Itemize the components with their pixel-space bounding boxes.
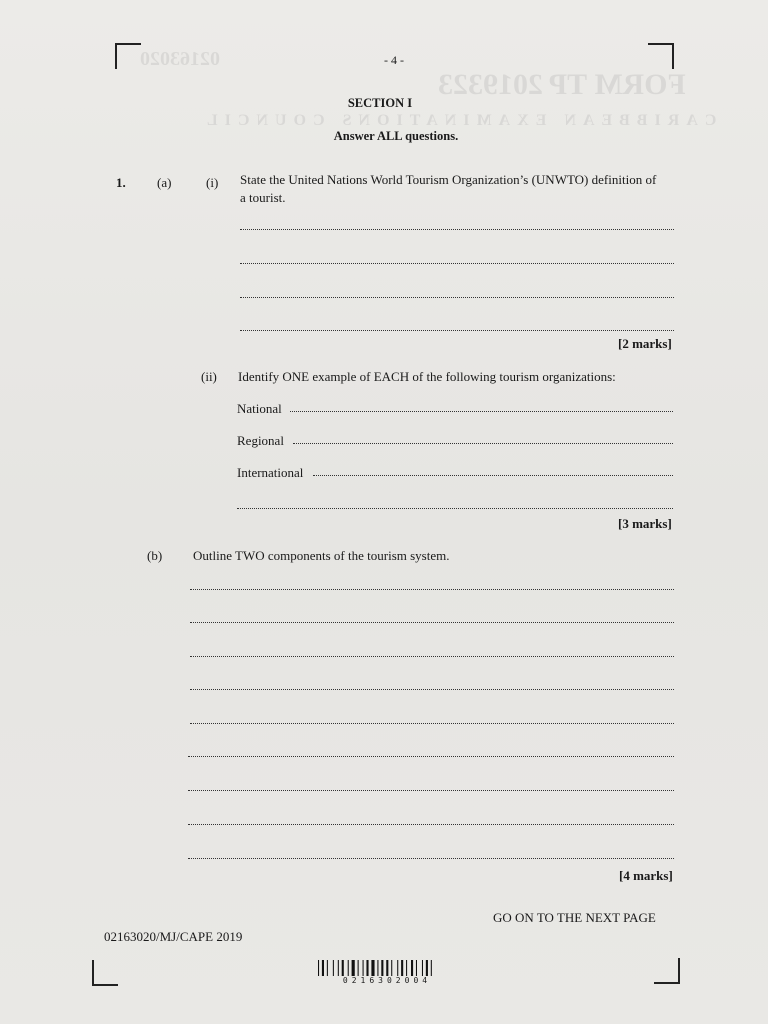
watermark-council: CARIBBEAN EXAMINATIONS COUNCIL	[200, 112, 717, 129]
barcode-bar	[342, 960, 344, 976]
answer-line[interactable]	[188, 824, 674, 825]
barcode-bar	[333, 960, 334, 976]
barcode-bar	[322, 960, 324, 976]
barcode-bar	[371, 960, 374, 976]
answer-line[interactable]	[188, 858, 674, 859]
instruction: Answer ALL questions.	[333, 129, 459, 143]
answer-line[interactable]	[240, 263, 674, 264]
answer-line[interactable]	[188, 756, 674, 757]
part-b-text: Outline TWO components of the tourism system.	[193, 548, 450, 563]
sub-ii-label: (ii)	[201, 369, 217, 384]
answer-line[interactable]	[190, 656, 674, 657]
answer-line-regional[interactable]	[293, 443, 673, 444]
barcode	[318, 960, 456, 976]
paper-code: 02163020/MJ/CAPE 2019	[104, 929, 243, 944]
sub-ii-text: Identify ONE example of EACH of the following tourism organizations:	[238, 369, 616, 384]
barcode-bar	[406, 960, 407, 976]
barcode-bar	[338, 960, 339, 976]
answer-line[interactable]	[240, 330, 674, 331]
question-number: 1.	[116, 175, 126, 190]
label-national: National	[237, 401, 282, 416]
answer-line[interactable]	[240, 297, 674, 298]
part-a-label: (a)	[157, 175, 172, 190]
barcode-bar	[363, 960, 364, 976]
barcode-bar	[318, 960, 319, 976]
barcode-bar	[397, 960, 398, 976]
go-on-text: GO ON TO THE NEXT PAGE	[493, 910, 656, 925]
answer-line[interactable]	[188, 790, 674, 791]
label-international: International	[237, 465, 304, 480]
answer-line[interactable]	[190, 689, 674, 690]
barcode-bar	[401, 960, 403, 976]
answer-line[interactable]	[237, 508, 673, 509]
marks-3: [3 marks]	[618, 516, 672, 531]
barcode-bar	[386, 960, 388, 976]
answer-line[interactable]	[240, 229, 674, 230]
answer-line-national[interactable]	[290, 411, 673, 412]
page-number: - 4 -	[384, 53, 404, 67]
sub-i-label: (i)	[206, 175, 219, 190]
barcode-bar	[366, 960, 368, 976]
answer-line[interactable]	[190, 589, 674, 590]
barcode-digits: 0216302004	[342, 976, 432, 985]
sub-i-text-line2: a tourist.	[240, 190, 286, 205]
answer-line[interactable]	[190, 622, 674, 623]
answer-line[interactable]	[190, 723, 674, 724]
barcode-bar	[348, 960, 349, 976]
barcode-bar	[358, 960, 359, 976]
marks-4: [4 marks]	[619, 868, 673, 883]
barcode-bar	[416, 960, 417, 976]
watermark-form: FORM TP 2019323	[438, 68, 686, 101]
barcode-bar	[431, 960, 432, 976]
barcode-bar	[391, 960, 392, 976]
part-b-label: (b)	[147, 548, 163, 563]
barcode-bar	[381, 960, 383, 976]
label-regional: Regional	[237, 433, 284, 448]
barcode-bar	[352, 960, 355, 976]
barcode-bar	[327, 960, 328, 976]
barcode-bar	[411, 960, 413, 976]
corner-mark-bottom-left	[92, 960, 118, 986]
barcode-bar	[422, 960, 423, 976]
section-title: SECTION I	[347, 96, 413, 110]
barcode-bar	[426, 960, 428, 976]
corner-mark-bottom-right	[654, 958, 680, 984]
watermark-test-code: 02163020	[140, 48, 220, 70]
barcode-bar	[377, 960, 378, 976]
marks-2: [2 marks]	[618, 336, 672, 351]
sub-i-text-line1: State the United Nations World Tourism Organization’s (UNWTO) definition of	[240, 172, 657, 187]
answer-line-international[interactable]	[313, 475, 673, 476]
